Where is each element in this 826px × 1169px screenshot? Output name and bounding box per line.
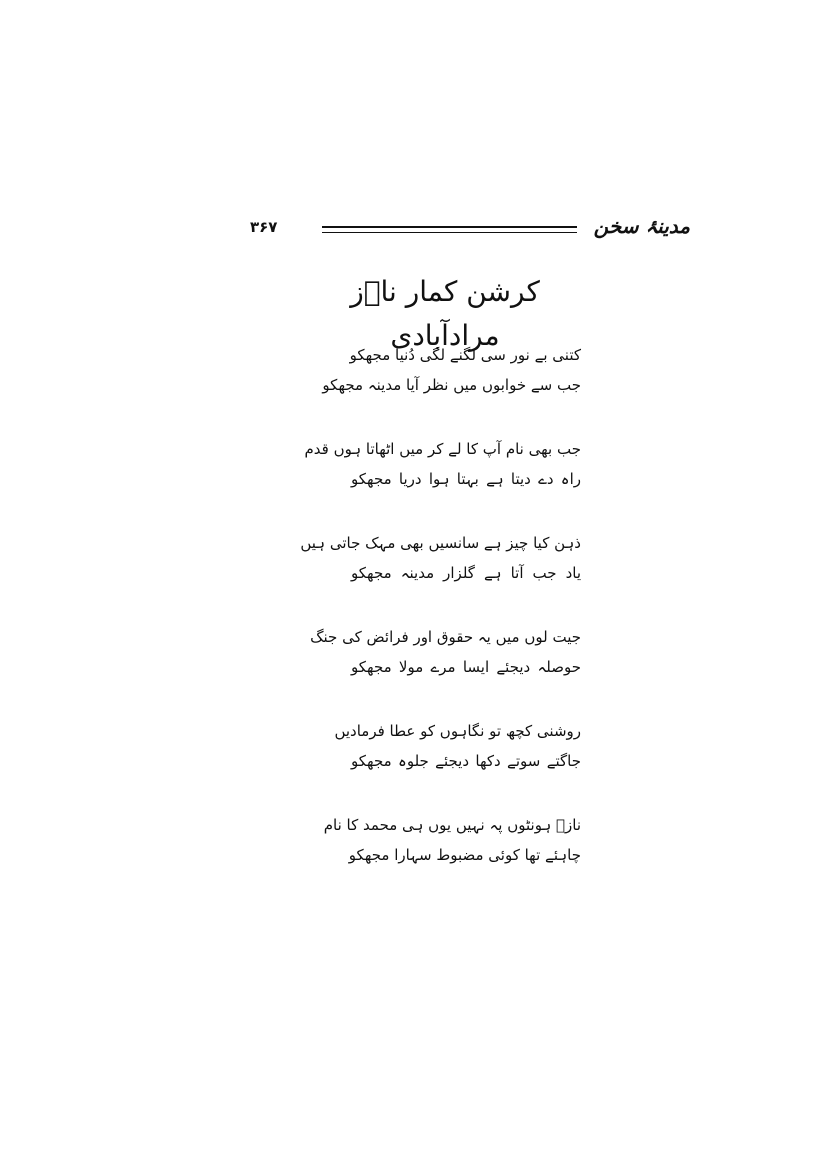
couplet-line: جیت لوں میں یہ حقوق اور فرائض کی جنگ — [310, 628, 581, 646]
couplet-5 — [334, 716, 581, 810]
page-header — [250, 214, 690, 244]
couplet-line: نازؔ ہونٹوں پہ نہیں یوں ہی محمد کا نام — [323, 816, 581, 834]
couplet-line: جاگتے سوتے دکھا دیجئے جلوہ مجھکو — [351, 752, 581, 770]
page-number: ۳۶۷ — [250, 218, 278, 236]
couplet-line: روشنی کچھ تو نگاہوں کو عطا فرمادیں — [334, 722, 581, 740]
couplet-3 — [300, 528, 581, 622]
couplet-1 — [322, 340, 581, 434]
poem-body — [300, 340, 581, 904]
header-double-rule — [322, 226, 577, 233]
book-title: مدینۂ سخن — [593, 214, 690, 238]
couplet-line: ذہن کیا چیز ہے سانسیں بھی مہک جاتی ہیں — [300, 534, 581, 552]
couplet-6 — [323, 810, 581, 904]
couplet-2 — [304, 434, 581, 528]
couplet-line: جب بھی نام آپ کا لے کر میں اٹھاتا ہوں قدم — [304, 440, 581, 458]
couplet-line: جب سے خوابوں میں نظر آیا مدینہ مجھکو — [322, 376, 581, 394]
couplet-line: کتنی بے نور سی لگنے لگی دُنیا مجھکو — [349, 346, 581, 364]
couplet-line: یاد جب آتا ہے گلزار مدینہ مجھکو — [351, 564, 581, 582]
poem-title: کرشن کمار ناؔز مرادآبادی — [350, 275, 540, 352]
couplet-line: حوصلہ دیجئے ایسا مرے مولا مجھکو — [351, 658, 581, 676]
couplet-line: راہ دے دیتا ہے بہتا ہوا دریا مجھکو — [351, 470, 581, 488]
couplet-line: چاہئے تھا کوئی مضبوط سہارا مجھکو — [348, 846, 581, 864]
couplet-4 — [310, 622, 581, 716]
